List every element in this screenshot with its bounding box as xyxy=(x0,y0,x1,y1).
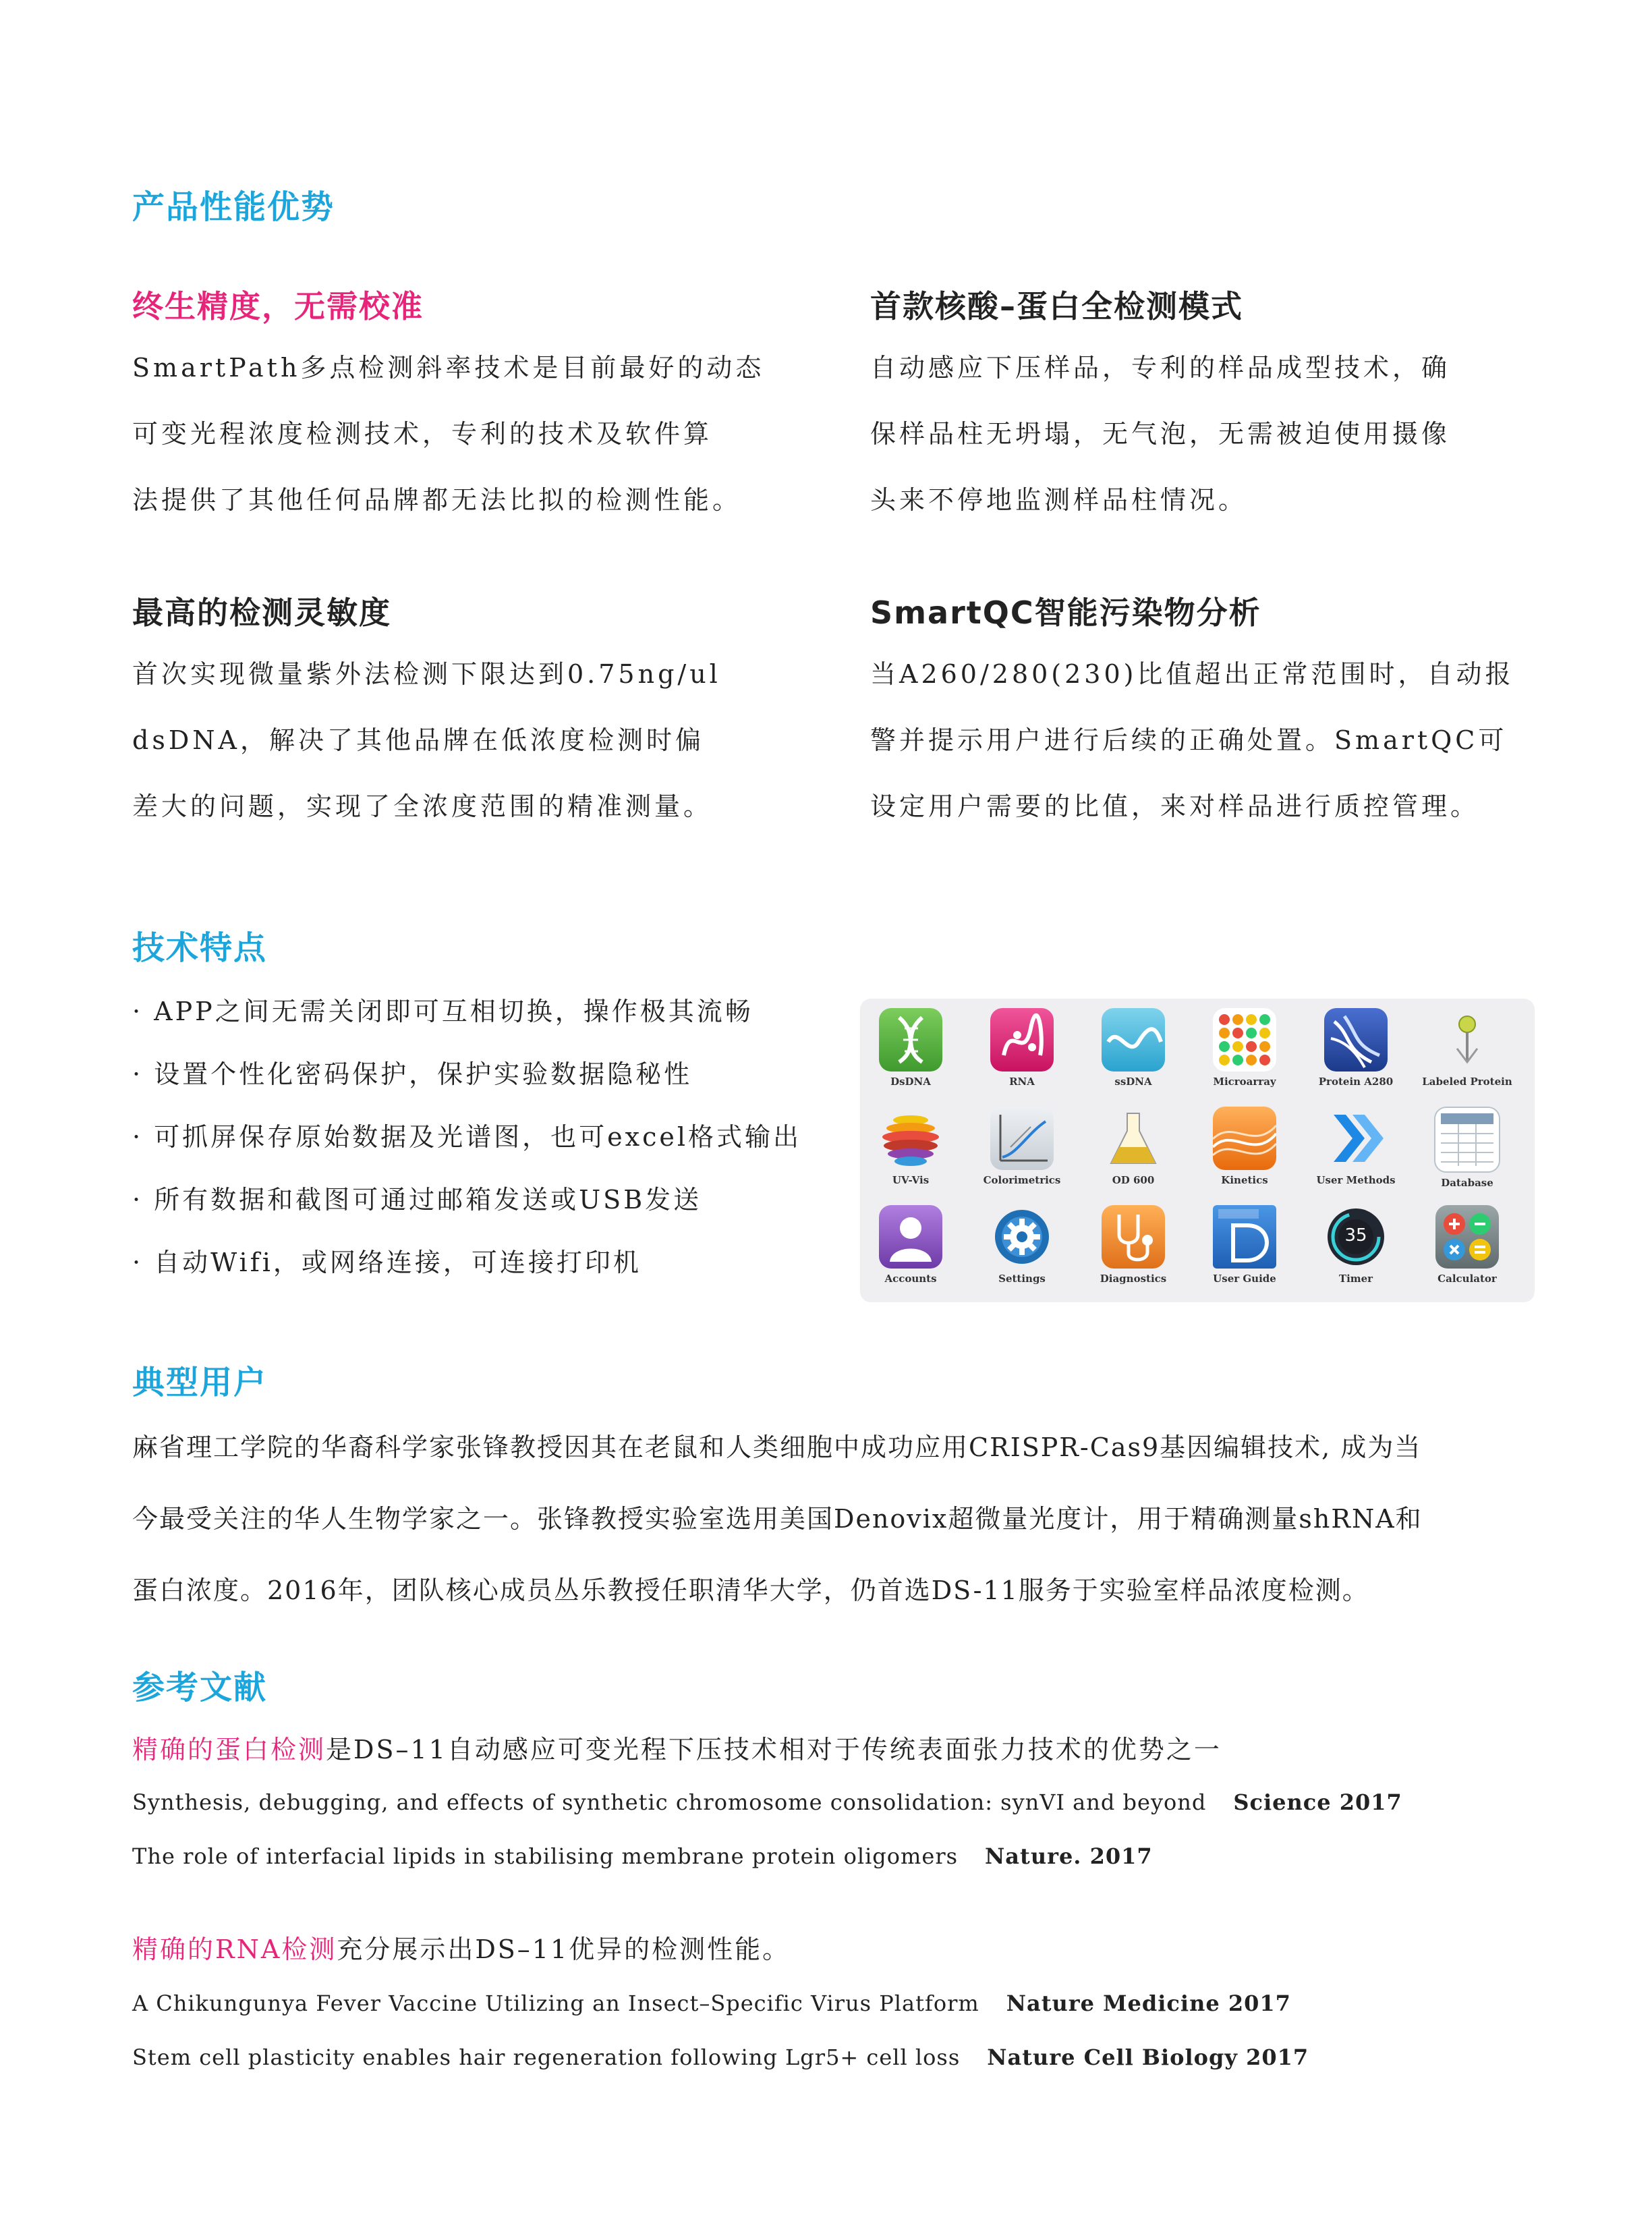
users-line: 麻省理工学院的华裔科学家张锋教授因其在老鼠和人类细胞中成功应用CRISPR-Cas9基因编辑技术, 成为当 xyxy=(132,1432,1422,1462)
pin-probe-icon xyxy=(1435,1008,1499,1072)
tech-bullet: · 设置个性化密码保护，保护实验数据隐秘性 xyxy=(132,1059,693,1089)
app-database[interactable] xyxy=(1417,1107,1518,1201)
tech-bullet: · 可抓屏保存原始数据及光谱图，也可excel格式输出 xyxy=(132,1122,802,1152)
app-label: Protein A280 xyxy=(1318,1076,1394,1088)
app-settings[interactable] xyxy=(971,1205,1073,1300)
app-protein-a280[interactable] xyxy=(1305,1008,1406,1103)
flask-icon xyxy=(1102,1107,1165,1170)
app-uv-vis[interactable] xyxy=(860,1107,961,1201)
section-title-users: 典型用户 xyxy=(132,1364,268,1401)
spectrum-globe-icon xyxy=(879,1107,942,1170)
section-title-refs: 参考文献 xyxy=(132,1669,268,1706)
single-strand-icon xyxy=(1102,1008,1165,1072)
users-line: 蛋白浓度。2016年，团队核心成员丛乐教授任职清华大学，仍首选DS-11服务于实验室样品浓度检测。 xyxy=(132,1576,1369,1605)
ref-source: Science 2017 xyxy=(1233,1789,1402,1815)
gear-icon xyxy=(990,1205,1054,1269)
app-icon-panel xyxy=(860,999,1535,1302)
ref-title: The role of interfacial lipids in stabilising membrane protein oligomers xyxy=(132,1843,959,1869)
app-label: Database xyxy=(1441,1177,1493,1189)
feature-line: 保样品柱无坍塌，无气泡，无需被迫使用摄像 xyxy=(870,419,1451,449)
app-ssdna[interactable] xyxy=(1083,1008,1184,1103)
ref-heading-highlight: 精确的蛋白检测 xyxy=(132,1735,326,1764)
app-label: Colorimetrics xyxy=(983,1174,1061,1186)
app-label: Diagnostics xyxy=(1100,1273,1167,1285)
app-label: DsDNA xyxy=(890,1076,931,1088)
chevron-arrows-icon xyxy=(1324,1107,1388,1170)
feature-text-detection-mode xyxy=(870,335,1450,533)
app-dsdna[interactable] xyxy=(860,1008,961,1103)
app-user-guide[interactable] xyxy=(1194,1205,1295,1300)
app-label: Timer xyxy=(1338,1273,1373,1285)
users-line: 今最受关注的华人生物学家之一。张锋教授实验室选用美国Denovix超微量光度计，用于精确测量shRNA和 xyxy=(132,1504,1423,1534)
app-label: Microarray xyxy=(1213,1076,1276,1088)
feature-text-precision xyxy=(132,335,764,533)
app-label: User Guide xyxy=(1213,1273,1276,1285)
ref-group-heading-protein xyxy=(132,1729,1222,1766)
app-od600[interactable] xyxy=(1083,1107,1184,1201)
user-silhouette-icon xyxy=(879,1205,942,1269)
ref-heading-rest: 充分展示出DS–11优异的检测性能。 xyxy=(337,1935,791,1964)
calculator-icon xyxy=(1435,1205,1499,1269)
app-label: Accounts xyxy=(884,1273,937,1285)
app-label: ssDNA xyxy=(1114,1076,1152,1088)
denovix-guide-icon xyxy=(1213,1205,1276,1269)
feature-title-sensitivity: 最高的检测灵敏度 xyxy=(132,594,391,631)
tech-bullet-list xyxy=(132,991,801,1304)
ref-group-heading-rna xyxy=(132,1928,790,1966)
section-title-advantages: 产品性能优势 xyxy=(132,188,335,226)
feature-line: 设定用户需要的比值，来对样品进行质控管理。 xyxy=(870,791,1480,821)
feature-line: 当A260/280(230)比值超出正常范围时，自动报 xyxy=(870,659,1514,689)
timer-value: 35 xyxy=(1344,1225,1367,1246)
stethoscope-icon xyxy=(1102,1205,1165,1269)
feature-line: 头来不停地监测样品柱情况。 xyxy=(870,485,1248,515)
feature-title-precision: 终生精度，无需校准 xyxy=(132,288,424,325)
microarray-dots-icon xyxy=(1213,1008,1276,1072)
feature-text-sensitivity xyxy=(132,641,721,839)
timer-icon xyxy=(1324,1205,1388,1269)
tech-bullet: · 所有数据和截图可通过邮箱发送或USB发送 xyxy=(132,1185,702,1215)
ref-title: A Chikungunya Fever Vaccine Utilizing an Insect–Specific Virus Platform xyxy=(132,1991,979,2016)
feature-line: 可变光程浓度检测技术，专利的技术及软件算 xyxy=(132,419,713,449)
feature-line: dsDNA，解决了其他品牌在低浓度检测时偏 xyxy=(132,725,704,755)
app-microarray[interactable] xyxy=(1194,1008,1295,1103)
ref-item xyxy=(132,1789,1402,1815)
feature-line: 首次实现微量紫外法检测下限达到0.75ng/ul xyxy=(132,659,721,689)
rna-strand-icon xyxy=(990,1008,1054,1072)
users-paragraph xyxy=(132,1412,1423,1626)
app-label: OD 600 xyxy=(1112,1174,1155,1186)
app-label: Settings xyxy=(998,1273,1046,1285)
ref-source: Nature Medicine 2017 xyxy=(1006,1991,1291,2016)
feature-title-smartqc: SmartQC智能污染物分析 xyxy=(870,594,1261,631)
ref-item xyxy=(132,2044,1309,2070)
app-diagnostics[interactable] xyxy=(1083,1205,1184,1300)
section-title-tech: 技术特点 xyxy=(132,929,268,967)
ref-source: Nature. 2017 xyxy=(985,1843,1153,1869)
orange-waves-icon xyxy=(1213,1107,1276,1170)
app-label: RNA xyxy=(1009,1076,1035,1088)
feature-title-detection-mode: 首款核酸–蛋白全检测模式 xyxy=(870,288,1243,325)
app-colorimetrics[interactable] xyxy=(971,1107,1073,1201)
ref-item xyxy=(132,1991,1291,2016)
tech-bullet: · APP之间无需关闭即可互相切换，操作极其流畅 xyxy=(132,997,753,1026)
feature-line: 差大的问题，实现了全浓度范围的精准测量。 xyxy=(132,791,713,821)
ref-item xyxy=(132,1843,1153,1869)
app-timer[interactable] xyxy=(1305,1205,1406,1300)
chart-curve-icon xyxy=(990,1107,1054,1170)
protein-ribbon-icon xyxy=(1324,1008,1388,1072)
feature-line: 自动感应下压样品，专利的样品成型技术，确 xyxy=(870,353,1451,383)
app-label: User Methods xyxy=(1316,1174,1396,1186)
ref-title: Stem cell plasticity enables hair regeneration following Lgr5+ cell loss xyxy=(132,2044,961,2070)
ref-title: Synthesis, debugging, and effects of synthetic chromosome consolidation: synVI and beyond xyxy=(132,1789,1207,1815)
ref-source: Nature Cell Biology 2017 xyxy=(987,2044,1309,2070)
app-accounts[interactable] xyxy=(860,1205,961,1300)
feature-line: 法提供了其他任何品牌都无法比拟的检测性能。 xyxy=(132,485,742,515)
feature-line: SmartPath多点检测斜率技术是目前最好的动态 xyxy=(132,353,765,383)
app-label: UV-Vis xyxy=(892,1174,930,1186)
tech-bullet: · 自动Wifi，或网络连接，可连接打印机 xyxy=(132,1248,642,1277)
app-label: Calculator xyxy=(1437,1273,1497,1285)
app-labeled-protein[interactable] xyxy=(1417,1008,1518,1103)
app-kinetics[interactable] xyxy=(1194,1107,1295,1201)
feature-line: 警并提示用户进行后续的正确处置。SmartQC可 xyxy=(870,725,1508,755)
table-grid-icon xyxy=(1434,1107,1500,1173)
app-label: Labeled Protein xyxy=(1422,1076,1512,1088)
app-calculator[interactable] xyxy=(1417,1205,1518,1300)
app-rna[interactable] xyxy=(971,1008,1073,1103)
app-label: Kinetics xyxy=(1221,1174,1268,1186)
ref-heading-rest: 是DS–11自动感应可变光程下压技术相对于传统表面张力技术的优势之一 xyxy=(326,1735,1222,1764)
dna-helix-icon xyxy=(879,1008,942,1072)
feature-text-smartqc xyxy=(870,641,1514,839)
app-user-methods[interactable] xyxy=(1305,1107,1406,1201)
ref-heading-highlight: 精确的RNA检测 xyxy=(132,1935,337,1964)
